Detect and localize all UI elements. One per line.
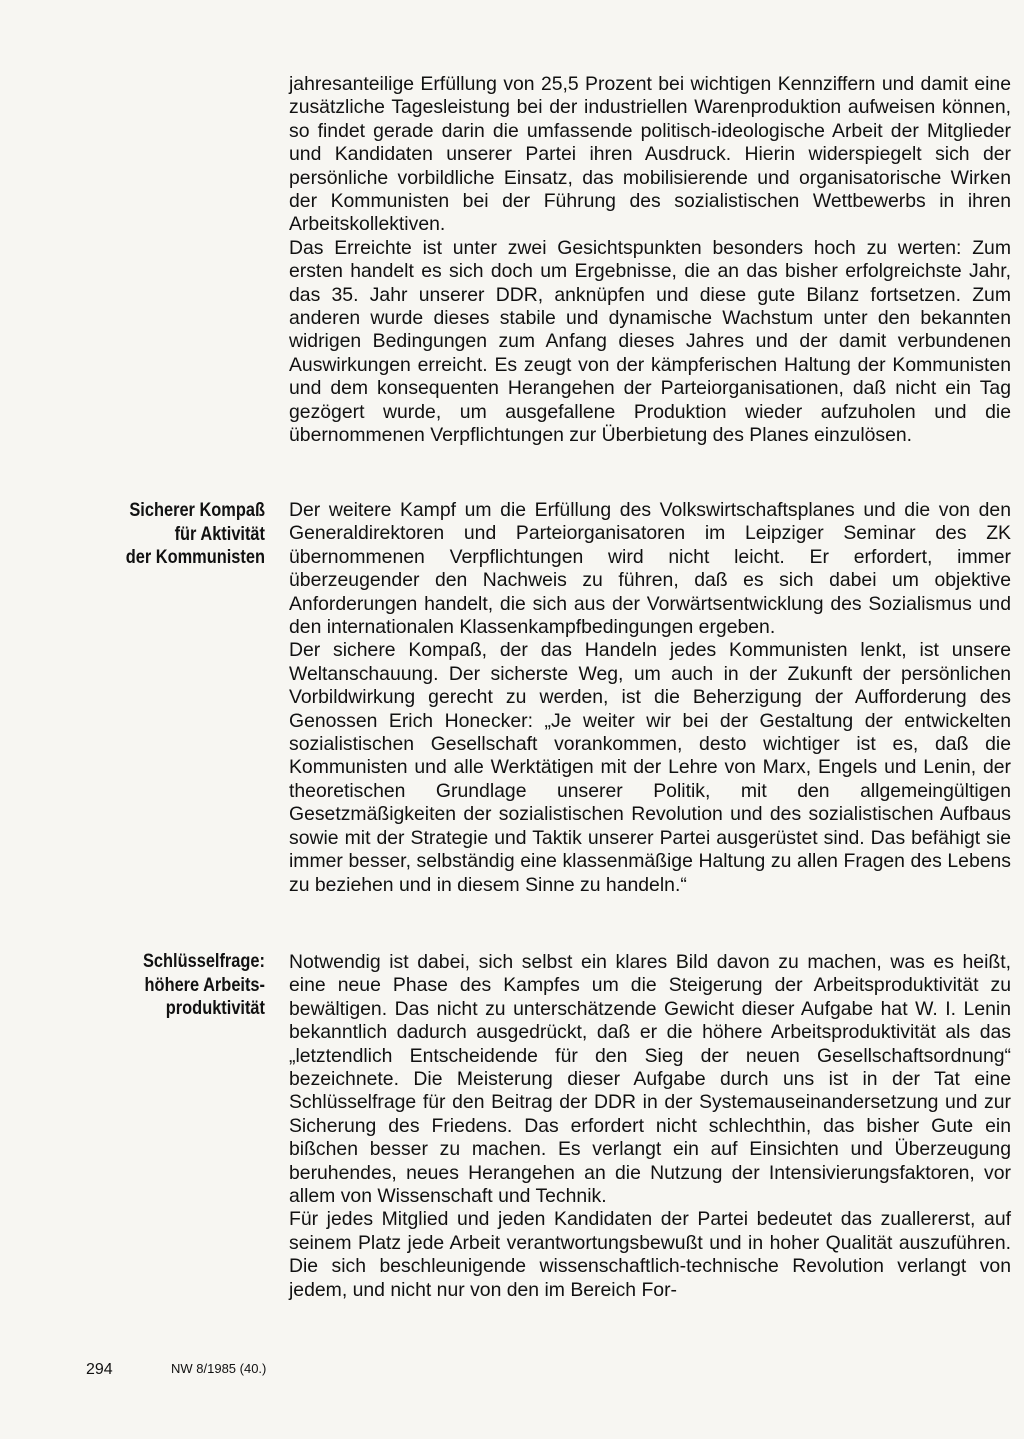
- paragraph: Das Erreichte ist unter zwei Gesichtspunkten besonders hoch zu werten: Zum ersten handelt es sich doch um Ergebnisse, die an das bisher erfolgreichste Jahr, das 35. Jahr unserer DDR, anknüpfen und diese gute Bilanz fortsetzen. Zum anderen wurde dieses stabile und dynamische Wachstum unter den bekannten widrigen Bedingungen zum Anfang dieses Jahres und der damit verbundenen Auswirkungen erreicht. Es zeugt von der kämpferischen Haltung der Kommunisten und dem konsequenten Herangehen der Parteiorganisationen, daß nicht ein Tag gezögert wurde, um ausgefallene Produktion wieder aufzuholen und die übernommenen Verpflichtungen zur Überbietung des Planes einzulösen.: [289, 236, 1011, 447]
- text-block-3: [289, 951, 1011, 1302]
- text-block-2: [289, 499, 1011, 897]
- paragraph: jahresanteilige Erfüllung von 25,5 Prozent bei wichtigen Kennziffern und damit eine zusätzliche Tagesleistung bei der industriellen Warenproduktion aufweisen können, so findet gerade darin die umfassende politisch-ideologische Arbeit der Mitglieder und Kandidaten unserer Partei ihren Ausdruck. Hierin widerspiegelt sich der persönliche vorbildliche Einsatz, das mobilisierende und organisatorische Wirken der Kommunisten bei der Führung des sozialistischen Wettbewerbs in ihren Arbeitskollektiven.: [289, 73, 1011, 236]
- sidenote-heading-2: [97, 950, 265, 1021]
- sidenote-line: höhere Arbeits-: [144, 973, 265, 996]
- sidenote-heading-1: [97, 499, 265, 570]
- sidenote-line: produktivität: [165, 997, 265, 1019]
- paragraph: Für jedes Mitglied und jeden Kandidaten der Partei bedeutet das zuallererst, auf seinem Platz jede Arbeit verantwortungsbewußt und in hoher Qualität auszuführen. Die sich beschleunigende wissenschaftlich-technische Revolution verlangt von jedem, und nicht nur von den im Bereich For-: [289, 1208, 1011, 1301]
- text-block-1: [289, 73, 1011, 448]
- sidenote-line: der Kommunisten: [125, 546, 266, 568]
- sidenote-line: Sicherer Kompaß: [129, 499, 265, 521]
- issue-reference: NW 8/1985 (40.): [171, 1361, 267, 1376]
- paragraph: Der sichere Kompaß, der das Handeln jedes Kommunisten lenkt, ist unsere Weltanschauung. Der sicherste Weg, um auch in der Zukunft der persönlichen Vorbildwirkung gerecht zu werden, ist die Beherzigung der Aufforderung des Genossen Erich Honecker: „Je weiter wir bei der Gestaltung der entwickelten sozialistischen Gesellschaft vorankommen, desto wichtiger ist es, daß die Kommunisten und alle Werktätigen mit der Lehre von Marx, Engels und Lenin, der theoretischen Grundlage unserer Politik, mit den allgemeingültigen Gesetzmäßigkeiten der sozialistischen Revolution und des sozialistischen Aufbaus sowie mit der Strategie und Taktik unserer Partei ausgerüstet sind. Das befähigt sie immer besser, selbständig eine klassenmäßige Haltung zu allen Fragen des Lebens zu beziehen und in diesem Sinne zu handeln.“: [289, 639, 1011, 896]
- page-number: 294: [86, 1361, 113, 1378]
- paragraph: Notwendig ist dabei, sich selbst ein klares Bild davon zu machen, was es heißt, eine neue Phase des Kampfes um die Steigerung der Arbeitsproduktivität zu bewältigen. Das nicht zu unterschätzende Gewicht dieser Aufgabe hat W. I. Lenin bekanntlich dadurch ausgedrückt, daß er die höhere Arbeitsproduktivität als das „letztendlich Entscheidende für den Sieg der neuen Gesellschaftsordnung“ bezeichnete. Die Meisterung dieser Aufgabe durch uns ist in der Tat eine Schlüsselfrage für den Beitrag der DDR in der Systemauseinandersetzung und zur Sicherung des Friedens. Das erfordert nicht schlechthin, das bisher Gute ein bißchen besser zu machen. Es verlangt ein auf Einsichten und Überzeugung beruhendes, neues Herangehen an die Nutzung der Intensivierungsfaktoren, vor allem von Wissenschaft und Technik.: [289, 951, 1011, 1208]
- sidenote-line: Schlüsselfrage:: [143, 950, 265, 972]
- paragraph: Der weitere Kampf um die Erfüllung des Volkswirtschaftsplanes und die von den Generaldirektoren und Parteiorganisatoren im Leipziger Seminar des ZK übernommenen Verpflichtungen wird nicht leicht. Er erfordert, immer überzeugender den Nachweis zu führen, daß es sich dabei um objektive Anforderungen handelt, die sich aus der Vorwärtsentwicklung des Sozialismus und den internationalen Klassenkampfbedingungen ergeben.: [289, 499, 1011, 639]
- sidenote-line: für Aktivität: [174, 522, 265, 545]
